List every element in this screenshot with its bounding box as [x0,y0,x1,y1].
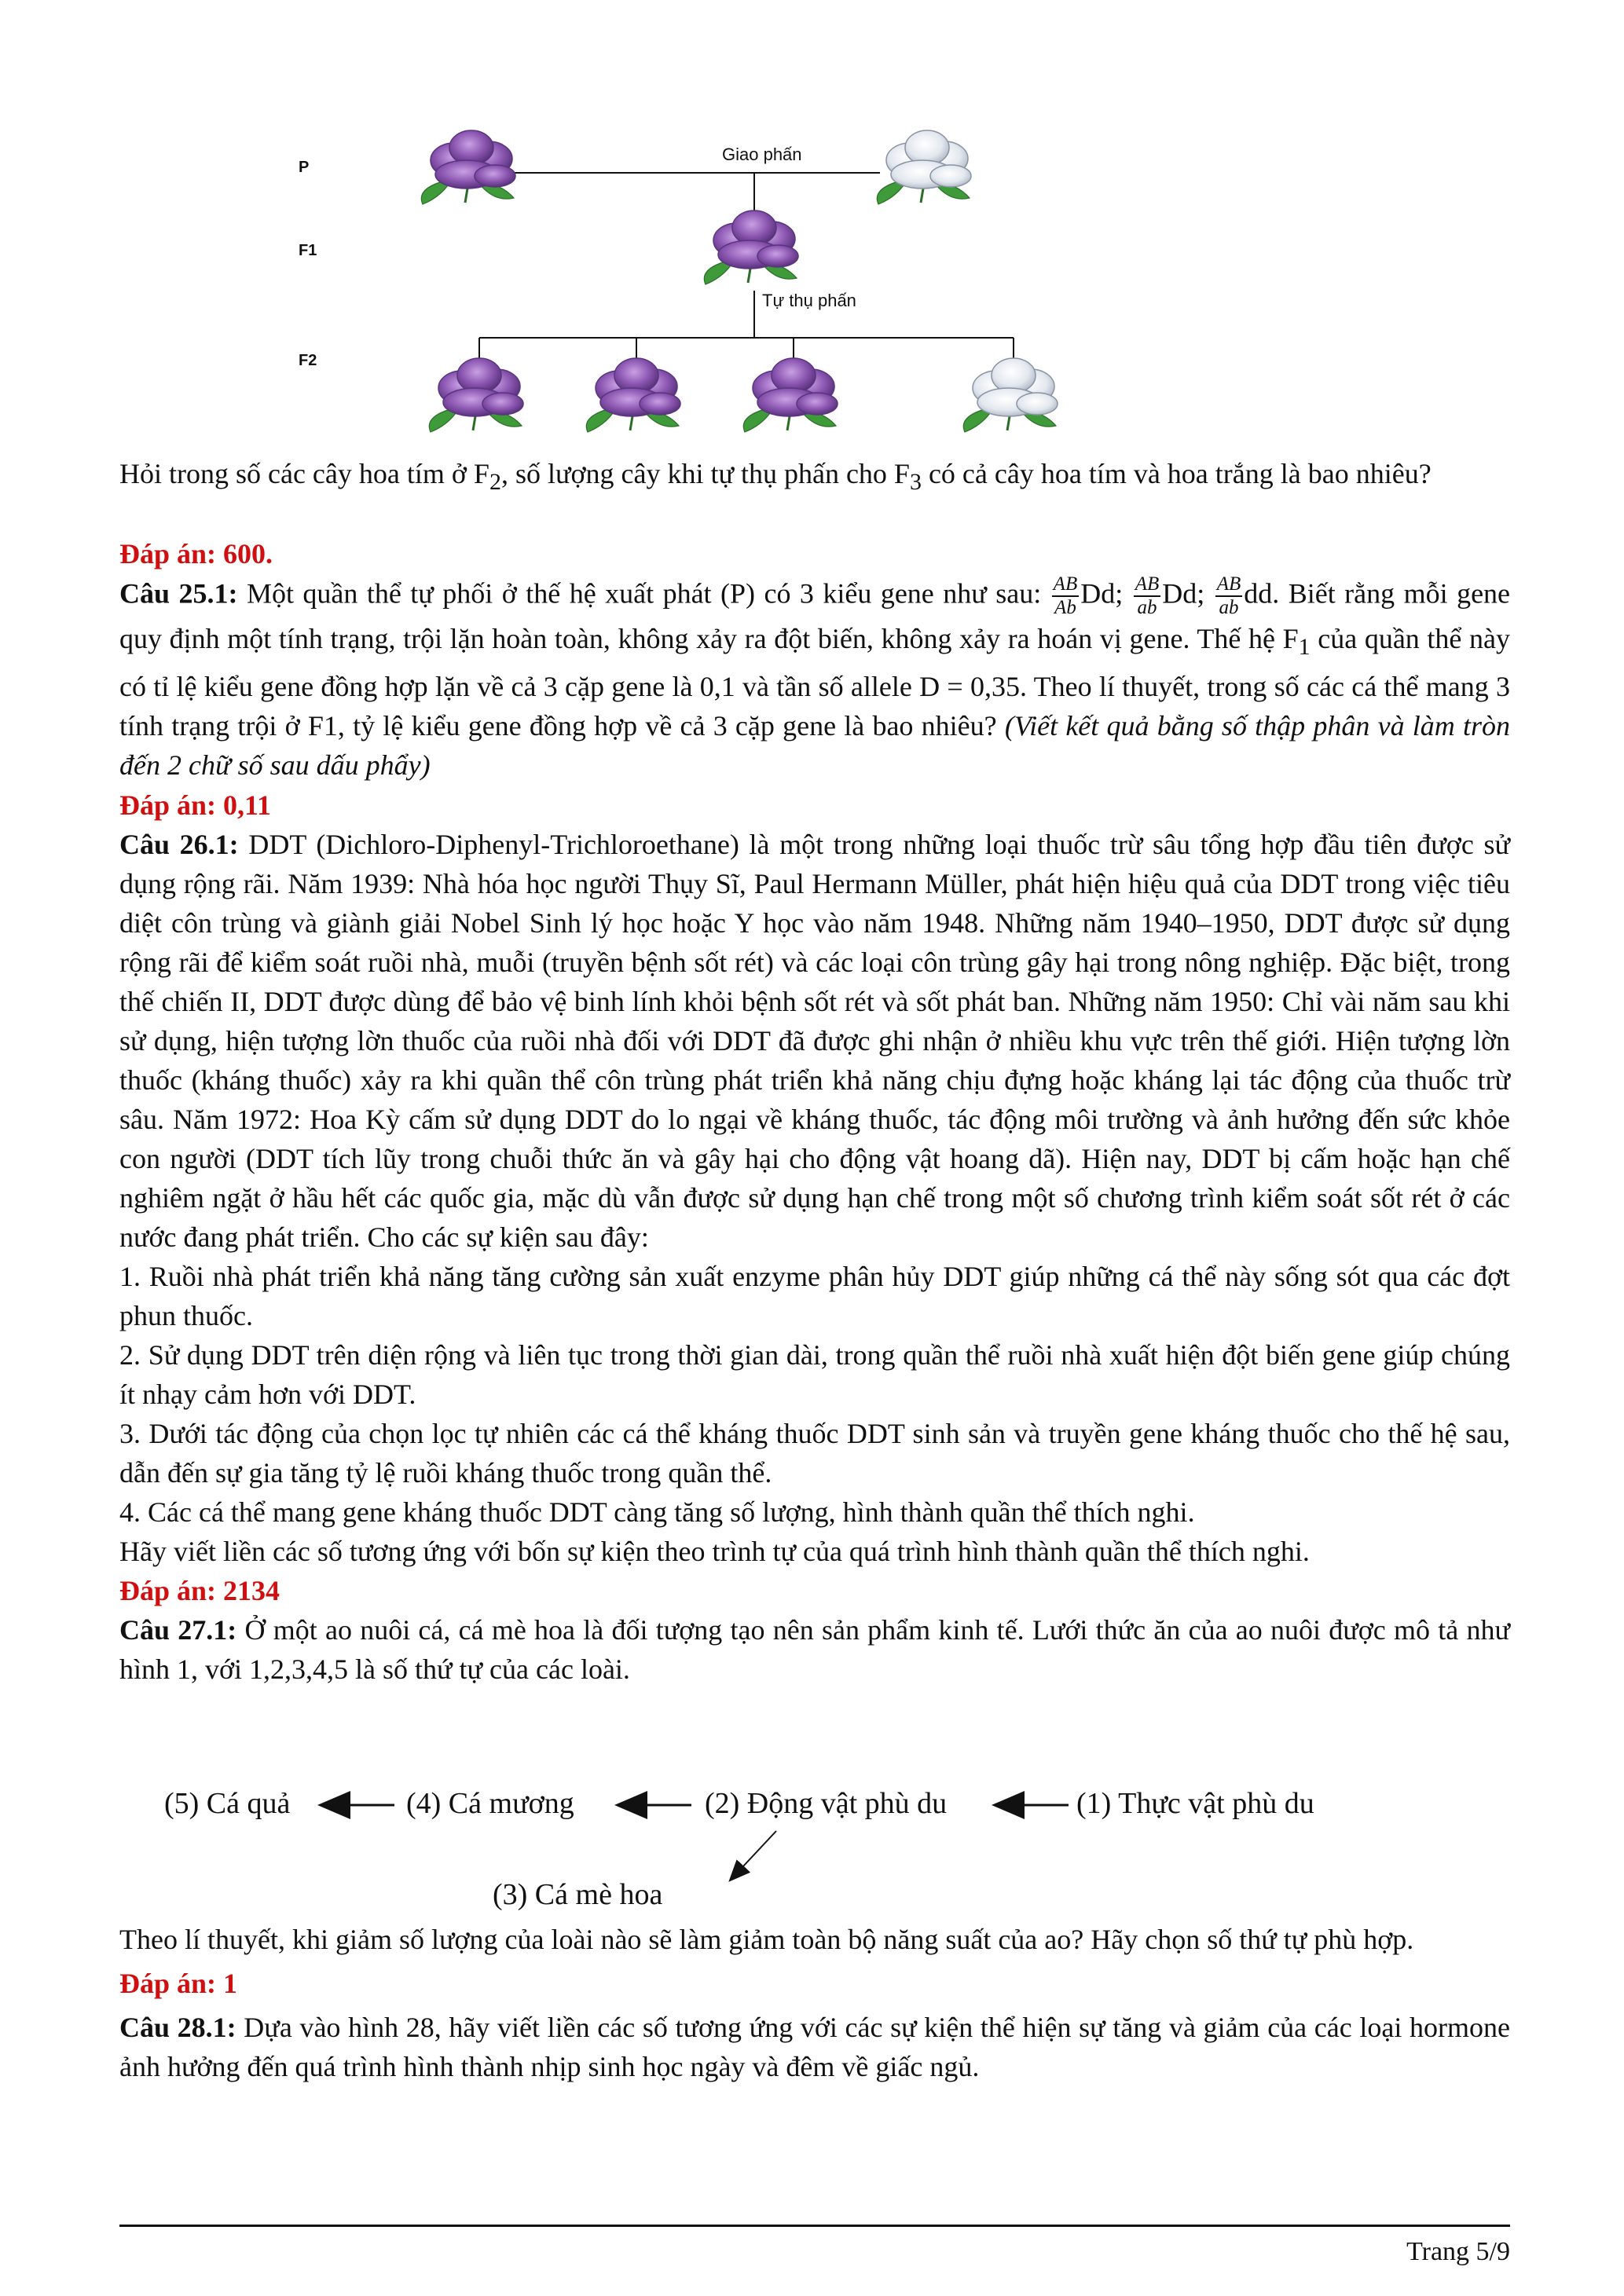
q28-question [119,2008,1510,2086]
q28-text: Dựa vào hình 28, hãy viết liền các số tương ứng với các sự kiện thể hiện sự tăng và giảm của các loại hormone ảnh hưởng đến quá trình hình thành nhịp sinh học ngày và đêm về giấc ngủ. [119,2012,1510,2082]
q26-label: Câu 26.1: [119,829,239,860]
self-pollination-label: Tự thụ phấn [762,291,856,310]
purple-flower-icon [429,358,523,432]
white-flower-icon [963,358,1058,432]
q26-item-4: 4. Các cá thể mang gene kháng thuốc DDT càng tăng số lượng, hình thành quần thể thích nghi. [119,1496,1195,1528]
q24-text-pre: Hỏi trong số các cây hoa tím ở F [119,458,489,489]
generation-f2-label: F2 [299,352,317,369]
generation-f1-label: F1 [299,242,317,259]
q25-genotype-3: dd. [1244,577,1280,610]
q27-question [119,1610,1510,1689]
q25-genotype-1: Dd; [1080,577,1132,610]
cross-pollination-label: Giao phấn [719,145,805,165]
q24-sub-3: 3 [909,469,922,496]
frac-3-num: AB [1215,573,1243,597]
q27-q28-block [119,1920,1510,2086]
genotype-fraction-1 [1052,573,1080,619]
q27-followup: Theo lí thuyết, khi giảm số lượng của loài nào sẽ làm giảm toàn bộ năng suất của ao? Hãy chọn số thứ tự phù hợp. [119,1924,1414,1955]
purple-flower-icon [704,211,798,284]
food-web-diagram [119,1763,1510,1921]
food-web-node-4: (4) Cá mương [406,1787,574,1820]
genotype-fraction-2 [1134,573,1161,619]
white-flower-icon [877,130,971,204]
q27-label: Câu 27.1: [119,1614,237,1646]
q26-answer: Đáp án: 2134 [119,1575,280,1606]
q25-note: (Viết kết quả bằng số thập phân và làm tròn đến 2 chữ số sau dấu phẩy) [119,710,1511,782]
q27-answer: Đáp án: 1 [119,1968,238,1999]
frac-1-den: Ab [1054,597,1076,618]
q26-text: DDT (Dichloro-Diphenyl-Trichloroethane) là một trong những loại thuốc trừ sâu tổng hợp đầu tiên được sử dụng rộng rãi. Năm 1939: Nhà hóa học người Thụy Sĩ, Paul Hermann Müller, phát hiện hiệu quả của DDT trong việc tiêu diệt côn trùng và giành giải Nobel Sinh lý học hoặc Y học vào năm 1948. Những năm 1940–1950, DDT được sử dụng rộng rãi để kiểm soát ruồi nhà, muỗi (truyền bệnh sốt rét) và các loại côn trùng gây hại trong nông nghiệp. Đặc biệt, trong thế chiến II, DDT được dùng để bảo vệ binh lính khỏi bệnh sốt rét và sốt phát ban. Những năm 1950: Chỉ vài năm sau khi sử dụng, hiện tượng lờn thuốc của ruồi nhà đối với DDT đã được ghi nhận ở nhiều khu vực trên thế giới. Hiện tượng lờn thuốc (kháng thuốc) xảy ra khi quần thể côn trùng phát triển khả năng chịu đựng hoặc kháng lại tác động của thuốc trừ sâu. Năm 1972: Hoa Kỳ cấm sử dụng DDT do lo ngại về kháng thuốc, tác động môi trường và ảnh hưởng đến sức khỏe con người (DDT tích lũy trong chuỗi thức ăn và gây hại cho động vật hoang dã). Hiện nay, DDT bị cấm hoặc hạn chế nghiêm ngặt ở hầu hết các quốc gia, mặc dù vẫn được sử dụng hạn chế trong một số chương trình kiểm soát sốt rét ở các nước đang phát triển. Cho các sự kiện sau đây: [119,829,1510,1253]
food-web-node-2: (2) Động vật phù du [705,1787,948,1820]
q26-item-2: 2. Sử dụng DDT trên diện rộng và liên tục trong thời gian dài, trong quần thể ruồi nhà xuất hiện đột biến gene giúp chúng ít nhạy cảm hơn với DDT. [119,1339,1510,1410]
food-web-node-1: (1) Thực vật phù du [1076,1787,1314,1820]
q26-block [119,825,1510,1689]
genotype-fraction-3 [1215,573,1243,619]
flower-cross-figure [299,126,1124,440]
purple-flower-icon [586,358,680,432]
q25-sub-1: 1 [1298,634,1311,661]
q26-item-3: 3. Dưới tác động của chọn lọc tự nhiên các cá thể kháng thuốc DDT sinh sản và truyền gene kháng thuốc cho thế hệ sau, dẫn đến sự gia tăng tỷ lệ ruồi kháng thuốc trong quần thể. [119,1418,1510,1489]
q24-question [119,454,1510,502]
q25-genotype-2: Dd; [1162,577,1214,610]
q25-text-2: Biết rằng mỗi gene quy định một tính trạng, trội lặn hoàn toàn, không xảy ra đột biến, không xảy ra hoán vị gene. Thế hệ F [119,577,1511,654]
q25-answer: Đáp án: 0,11 [119,789,272,821]
q25-question [119,573,1510,785]
q24-answer: Đáp án: 600. [119,538,273,569]
q25-text-1: Một quần thể tự phối ở thế hệ xuất phát (P) có 3 kiểu gene như sau: [237,577,1050,610]
page-number: Trang 5/9 [1406,2237,1510,2266]
generation-p-label: P [299,159,310,176]
q26-question [119,825,1510,1257]
q24-text-mid: , số lượng cây khi tự thụ phấn cho F [500,458,910,489]
arrow-2-to-3 [731,1831,776,1880]
food-web-node-5: (5) Cá quả [164,1787,291,1820]
purple-flower-icon [421,130,515,204]
q24-sub-2: 2 [489,469,501,496]
q25-label: Câu 25.1: [119,577,238,610]
purple-flower-icon [743,358,838,432]
q27-text: Ở một ao nuôi cá, cá mè hoa là đối tượng tạo nên sản phẩm kinh tế. Lưới thức ăn của ao nuôi được mô tả như hình 1, với 1,2,3,4,5 là số thứ tự của các loài. [119,1614,1510,1685]
q26-item-1: 1. Ruồi nhà phát triển khả năng tăng cường sản xuất enzyme phân hủy DDT giúp những cá thể này sống sót qua các đợt phun thuốc. [119,1261,1510,1331]
frac-2-den: ab [1137,597,1157,618]
frac-3-den: ab [1219,597,1239,618]
q28-label: Câu 28.1: [119,2012,236,2043]
food-web-node-3: (3) Cá mè hoa [493,1878,663,1911]
q24-text-post: có cả cây hoa tím và hoa trắng là bao nhiêu? [921,458,1432,489]
flower-cross-diagram [369,126,1124,440]
frac-2-num: AB [1134,573,1161,597]
q26-prompt: Hãy viết liền các số tương ứng với bốn sự kiện theo trình tự của quá trình hình thành quần thể thích nghi. [119,1536,1310,1567]
frac-1-num: AB [1052,573,1080,597]
footer-divider [119,2225,1510,2227]
q25-text-3: của quần thể này có tỉ lệ kiểu gene đồng hợp lặn về cả 3 cặp gene là 0,1 và tần số allele D = 0,35. Theo lí thuyết, trong số các cá thể mang 3 tính trạng trội ở F1, tỷ lệ kiểu gene đồng hợp về cả 3 cặp gene là bao nhiêu? [119,623,1510,742]
